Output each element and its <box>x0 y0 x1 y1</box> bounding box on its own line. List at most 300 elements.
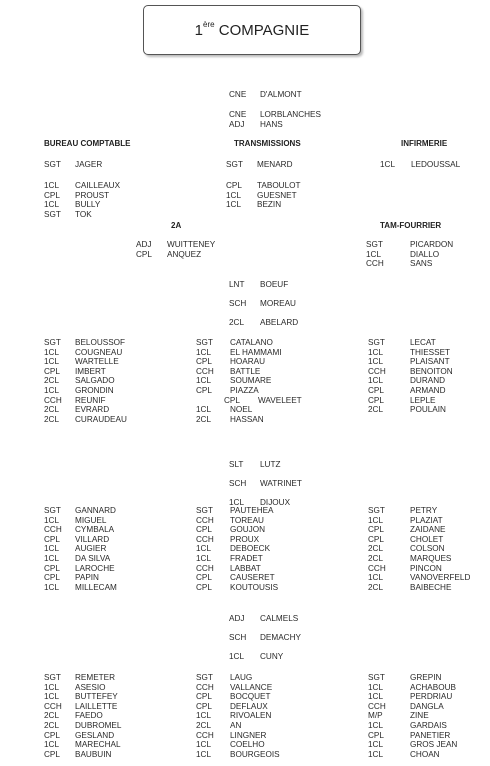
name: GRONDIN <box>75 385 114 395</box>
rank: 1CL <box>368 720 384 730</box>
group-left-list <box>44 673 121 759</box>
name: GREPIN <box>410 673 442 682</box>
section-leader <box>229 460 280 470</box>
list-item <box>196 702 280 712</box>
name: ASESIO <box>75 682 106 692</box>
list-item <box>366 259 453 269</box>
rank: CCH <box>44 525 62 535</box>
rank: SCH <box>229 479 247 488</box>
rank: CPL <box>368 385 384 395</box>
list-item <box>229 479 302 489</box>
list-item <box>226 191 301 201</box>
list-item <box>368 721 457 731</box>
rank: 1CL <box>368 376 384 386</box>
list-item <box>368 740 457 750</box>
rank: CCH <box>196 515 214 525</box>
rank: CPL <box>44 366 60 376</box>
name: D'ALMONT <box>260 90 302 99</box>
rank: CPL <box>224 395 240 405</box>
rank: SGT <box>44 160 61 169</box>
rank: CPL <box>44 573 60 583</box>
list-item <box>368 367 453 377</box>
list-item <box>196 348 302 358</box>
rank: SGT <box>366 240 383 249</box>
name: BOEUF <box>260 280 289 289</box>
list-item <box>229 280 288 290</box>
name: BOURGEOIS <box>230 749 280 759</box>
list-item <box>196 405 302 415</box>
list-item <box>44 357 127 367</box>
name: MARECHAL <box>75 740 121 750</box>
rank: CNE <box>229 90 247 99</box>
name: LEDOUSSAL <box>411 160 461 169</box>
list-item <box>368 516 470 526</box>
list-item <box>44 740 121 750</box>
rank: 1CL <box>44 682 60 692</box>
name: CATALANO <box>230 338 273 347</box>
list-item <box>368 692 457 702</box>
name: REMETER <box>75 673 116 682</box>
rank: 1CL <box>44 357 60 367</box>
name: PERDRIAU <box>410 692 453 702</box>
name: COUGNEAU <box>75 347 123 357</box>
list-item <box>196 692 280 702</box>
list-item <box>44 583 117 593</box>
list-item <box>229 614 298 624</box>
rank: 1CL <box>226 200 242 210</box>
list-item <box>368 338 453 348</box>
rank: 2CL <box>44 405 60 415</box>
rank: CCH <box>196 563 214 573</box>
rank: CPL <box>226 181 242 190</box>
name: DIJOUX <box>260 498 291 507</box>
list-item <box>368 583 470 593</box>
list-item <box>196 711 280 721</box>
rank: SGT <box>196 338 213 347</box>
name: LAILLETTE <box>75 701 118 711</box>
name: FRADET <box>230 553 263 563</box>
twoA-list <box>136 240 215 259</box>
bureau-list-2 <box>44 181 120 219</box>
list-item <box>44 160 102 170</box>
rank: 2CL <box>196 720 212 730</box>
name: MIGUEL <box>75 515 107 525</box>
list-item <box>196 535 278 545</box>
bureau-list <box>44 160 102 170</box>
rank: CCH <box>368 701 386 711</box>
list-item <box>368 506 470 516</box>
rank: CPL <box>44 534 60 544</box>
name: LINGNER <box>230 730 267 740</box>
name: ACHABOUB <box>410 682 456 692</box>
rank: CPL <box>196 357 212 367</box>
list-item <box>44 367 127 377</box>
list-item <box>44 564 117 574</box>
rank: SGT <box>368 506 385 515</box>
list-item <box>196 525 278 535</box>
name: GOUJON <box>230 525 266 535</box>
list-item <box>229 299 296 309</box>
name: DA SILVA <box>75 553 111 563</box>
list-item <box>44 396 127 406</box>
rank: 1CL <box>44 692 60 702</box>
rank: 1CL <box>196 405 212 415</box>
list-item <box>368 544 470 554</box>
rank: 1CL <box>196 544 212 554</box>
list-item <box>44 181 120 191</box>
name: CHOAN <box>410 749 440 759</box>
rank: SGT <box>196 506 213 515</box>
list-item <box>44 673 121 683</box>
list-item <box>368 405 453 415</box>
list-item <box>44 721 121 731</box>
name: PETRY <box>410 506 438 515</box>
rank: 1CL <box>196 376 212 386</box>
rank: CPL <box>196 573 212 583</box>
group-right-list <box>368 338 453 415</box>
name: PROUST <box>75 190 110 200</box>
name: SALGADO <box>75 376 115 386</box>
name: LECAT <box>410 338 436 347</box>
rank: CPL <box>368 730 384 740</box>
rank: 1CL <box>44 347 60 357</box>
list-item <box>196 544 278 554</box>
name: HASSAN <box>230 414 264 424</box>
name: BELOUSSOF <box>75 338 126 347</box>
section-leader <box>229 318 298 328</box>
rank: 2CL <box>368 544 384 554</box>
name: PANETIER <box>410 730 451 740</box>
list-item <box>368 535 470 545</box>
section-leader <box>229 633 301 643</box>
rank: SCH <box>229 299 247 308</box>
rank: 1CL <box>196 740 212 750</box>
list-item <box>44 692 121 702</box>
list-item <box>380 160 460 170</box>
rank: SGT <box>44 506 61 515</box>
rank: SGT <box>226 160 243 169</box>
name: BATTLE <box>230 366 261 376</box>
list-item <box>368 386 453 396</box>
rank: 1CL <box>380 160 396 169</box>
name: BEZIN <box>257 200 282 210</box>
name: LORBLANCHES <box>260 110 321 119</box>
name: EL HAMMAMI <box>230 347 282 357</box>
rank: SGT <box>44 673 61 682</box>
list-item <box>196 415 302 425</box>
rank: 2CL <box>44 414 60 424</box>
section-leader <box>229 479 302 489</box>
name: SOUMARE <box>230 376 272 386</box>
rank: CCH <box>44 395 62 405</box>
name: RIVOALEN <box>230 711 272 721</box>
group-center-list <box>196 673 280 759</box>
list-item <box>44 415 127 425</box>
name: BAIBECHE <box>410 582 452 592</box>
rank: M/P <box>368 711 383 721</box>
name: PICARDON <box>410 240 454 249</box>
rank: 1CL <box>368 357 384 367</box>
list-item <box>366 240 453 250</box>
group-left-list <box>44 506 117 592</box>
list-item <box>368 554 470 564</box>
name: VILLARD <box>75 534 110 544</box>
name: GUESNET <box>257 190 297 200</box>
rank: CCH <box>44 701 62 711</box>
list-item <box>44 348 127 358</box>
list-item <box>44 338 127 348</box>
list-item <box>44 535 117 545</box>
list-item <box>226 200 301 210</box>
name: LAUG <box>230 673 253 682</box>
name: PAPIN <box>75 573 99 583</box>
list-item <box>44 573 117 583</box>
rank: 1CL <box>44 385 60 395</box>
rank: 1CL <box>44 544 60 554</box>
list-item <box>229 460 280 470</box>
title-text: COMPAGNIE <box>218 21 310 39</box>
rank: SGT <box>368 673 385 682</box>
name: COLSON <box>410 544 445 554</box>
rank: 1CL <box>196 553 212 563</box>
name: HOARAU <box>230 357 266 367</box>
list-item <box>44 750 121 760</box>
list-item <box>196 506 278 516</box>
list-item <box>44 386 127 396</box>
name: DURAND <box>410 376 446 386</box>
name: PINCON <box>410 563 442 573</box>
rank: ADJ <box>229 119 245 129</box>
rank: 1CL <box>366 249 382 259</box>
name: MILLECAM <box>75 582 117 592</box>
name: ARMAND <box>410 385 446 395</box>
list-item <box>196 376 302 386</box>
name: PLAISANT <box>410 357 450 367</box>
name: LUTZ <box>260 460 281 469</box>
list-item <box>196 357 302 367</box>
name: CAILLEAUX <box>75 181 121 190</box>
rank: CCH <box>196 730 214 740</box>
rank: LNT <box>229 280 245 289</box>
name: DUBROMEL <box>75 720 122 730</box>
name: FAEDO <box>75 711 103 721</box>
rank: CNE <box>229 110 247 119</box>
rank: CCH <box>366 259 384 269</box>
list-item <box>368 348 453 358</box>
name: DIALLO <box>410 249 440 259</box>
list-item <box>196 731 280 741</box>
list-item <box>368 673 457 683</box>
rank: 1CL <box>196 749 212 759</box>
infirmerie-title: INFIRMERIE <box>401 139 448 148</box>
rank: 1CL <box>368 740 384 750</box>
list-item <box>136 240 215 250</box>
rank: 2CL <box>44 376 60 386</box>
list-item <box>136 250 215 260</box>
list-item <box>368 573 470 583</box>
name: KOUTOUSIS <box>230 582 279 592</box>
rank: 1CL <box>196 711 212 721</box>
command-block-2 <box>229 110 321 129</box>
name: DANGLA <box>410 701 444 711</box>
list-item <box>368 525 470 535</box>
name: POULAIN <box>410 405 446 415</box>
name: WUITTENEY <box>167 240 216 249</box>
name: MOREAU <box>260 299 296 308</box>
transmissions-title: TRANSMISSIONS <box>234 139 301 148</box>
list-item <box>44 405 127 415</box>
rank: 1CL <box>368 692 384 702</box>
rank: CPL <box>196 525 212 535</box>
name: REUNIF <box>75 395 106 405</box>
rank: 2CL <box>368 582 384 592</box>
rank: 2CL <box>368 405 384 415</box>
name: DEFLAUX <box>230 701 268 711</box>
name: LAROCHE <box>75 563 115 573</box>
list-item <box>196 721 280 731</box>
rank: 1CL <box>44 200 60 210</box>
rank: 2CL <box>196 414 212 424</box>
list-item <box>44 525 117 535</box>
name: LABBAT <box>230 563 261 573</box>
bureau-title: BUREAU COMPTABLE <box>44 139 131 148</box>
rank: CCH <box>368 563 386 573</box>
group-left-list <box>44 338 127 424</box>
list-item <box>196 338 302 348</box>
list-item <box>196 740 280 750</box>
rank: CPL <box>368 395 384 405</box>
name: WATRINET <box>260 479 302 488</box>
list-item <box>196 386 302 396</box>
rank: SGT <box>44 338 61 347</box>
name: DEMACHY <box>260 633 301 642</box>
name: CHOLET <box>410 534 444 544</box>
rank: CCH <box>368 366 386 376</box>
rank: CPL <box>136 249 152 259</box>
group-center-list <box>196 506 278 592</box>
rank: 2CL <box>229 318 245 327</box>
name: NOEL <box>230 405 253 415</box>
name: THIESSET <box>410 347 451 357</box>
command-block <box>229 90 302 100</box>
rank: 1CL <box>44 181 60 190</box>
rank: 1CL <box>368 682 384 692</box>
list-item <box>366 250 453 260</box>
name: TOREAU <box>230 515 264 525</box>
title-number: 1 <box>194 21 204 39</box>
command-member <box>229 120 321 130</box>
name: BENOITON <box>410 366 453 376</box>
list-item <box>226 160 292 170</box>
group-right-list <box>368 673 457 759</box>
list-item <box>196 673 280 683</box>
command-member <box>229 90 302 100</box>
name: WAVELEET <box>258 395 302 405</box>
rank: SCH <box>229 633 247 642</box>
rank: 1CL <box>368 347 384 357</box>
name: BOCQUET <box>230 692 271 702</box>
list-item <box>44 376 127 386</box>
name: CAUSERET <box>230 573 275 583</box>
name: ANQUEZ <box>167 249 202 259</box>
rank: CPL <box>44 730 60 740</box>
twoA-title: 2A <box>171 221 182 230</box>
rank: 1CL <box>368 749 384 759</box>
name: IMBERT <box>75 366 106 376</box>
list-item <box>196 396 302 406</box>
name: MENARD <box>257 160 293 169</box>
list-item <box>44 506 117 516</box>
rank: 1CL <box>368 573 384 583</box>
name: COELHO <box>230 740 265 750</box>
tam-list <box>366 240 453 269</box>
list-item <box>368 702 457 712</box>
rank: CPL <box>44 190 60 200</box>
section-leader <box>229 652 283 662</box>
name: GANNARD <box>75 506 116 515</box>
list-item <box>44 731 121 741</box>
rank: CCH <box>196 366 214 376</box>
name: ZAIDANE <box>410 525 446 535</box>
name: GROS JEAN <box>410 740 458 750</box>
list-item <box>229 652 283 662</box>
rank: CPL <box>44 749 60 759</box>
list-item <box>196 573 278 583</box>
name: GESLAND <box>75 730 115 740</box>
page-title <box>143 5 361 55</box>
name: CYMBALA <box>75 525 115 535</box>
section-leader <box>229 299 296 309</box>
list-item <box>196 583 278 593</box>
list-item <box>368 376 453 386</box>
list-item <box>196 516 278 526</box>
rank: ADJ <box>136 240 152 249</box>
section-leader <box>229 614 298 624</box>
rank: 2CL <box>44 720 60 730</box>
list-item <box>368 357 453 367</box>
name: BULLY <box>75 200 101 210</box>
group-right-list <box>368 506 470 592</box>
list-item <box>196 750 280 760</box>
name: GARDAIS <box>410 720 447 730</box>
list-item <box>226 181 301 191</box>
rank: SLT <box>229 460 244 469</box>
list-item <box>368 731 457 741</box>
name: JAGER <box>75 160 103 169</box>
list-item <box>229 318 298 328</box>
rank: 1CL <box>226 190 242 200</box>
rank: CPL <box>196 385 212 395</box>
name: AUGIER <box>75 544 107 554</box>
list-item <box>44 200 120 210</box>
name: PIAZZA <box>230 385 259 395</box>
transmissions-list <box>226 160 292 170</box>
list-item <box>196 564 278 574</box>
name: BAUBUIN <box>75 749 112 759</box>
rank: 1CL <box>196 347 212 357</box>
rank: 2CL <box>368 553 384 563</box>
name: EVRARD <box>75 405 110 415</box>
list-item <box>44 554 117 564</box>
list-item <box>368 711 457 721</box>
infirmerie-list <box>380 160 460 170</box>
list-item <box>196 554 278 564</box>
list-item <box>44 191 120 201</box>
list-item <box>44 711 121 721</box>
name: VALLANCE <box>230 682 273 692</box>
name: HANS <box>260 119 283 129</box>
rank: CCH <box>196 682 214 692</box>
